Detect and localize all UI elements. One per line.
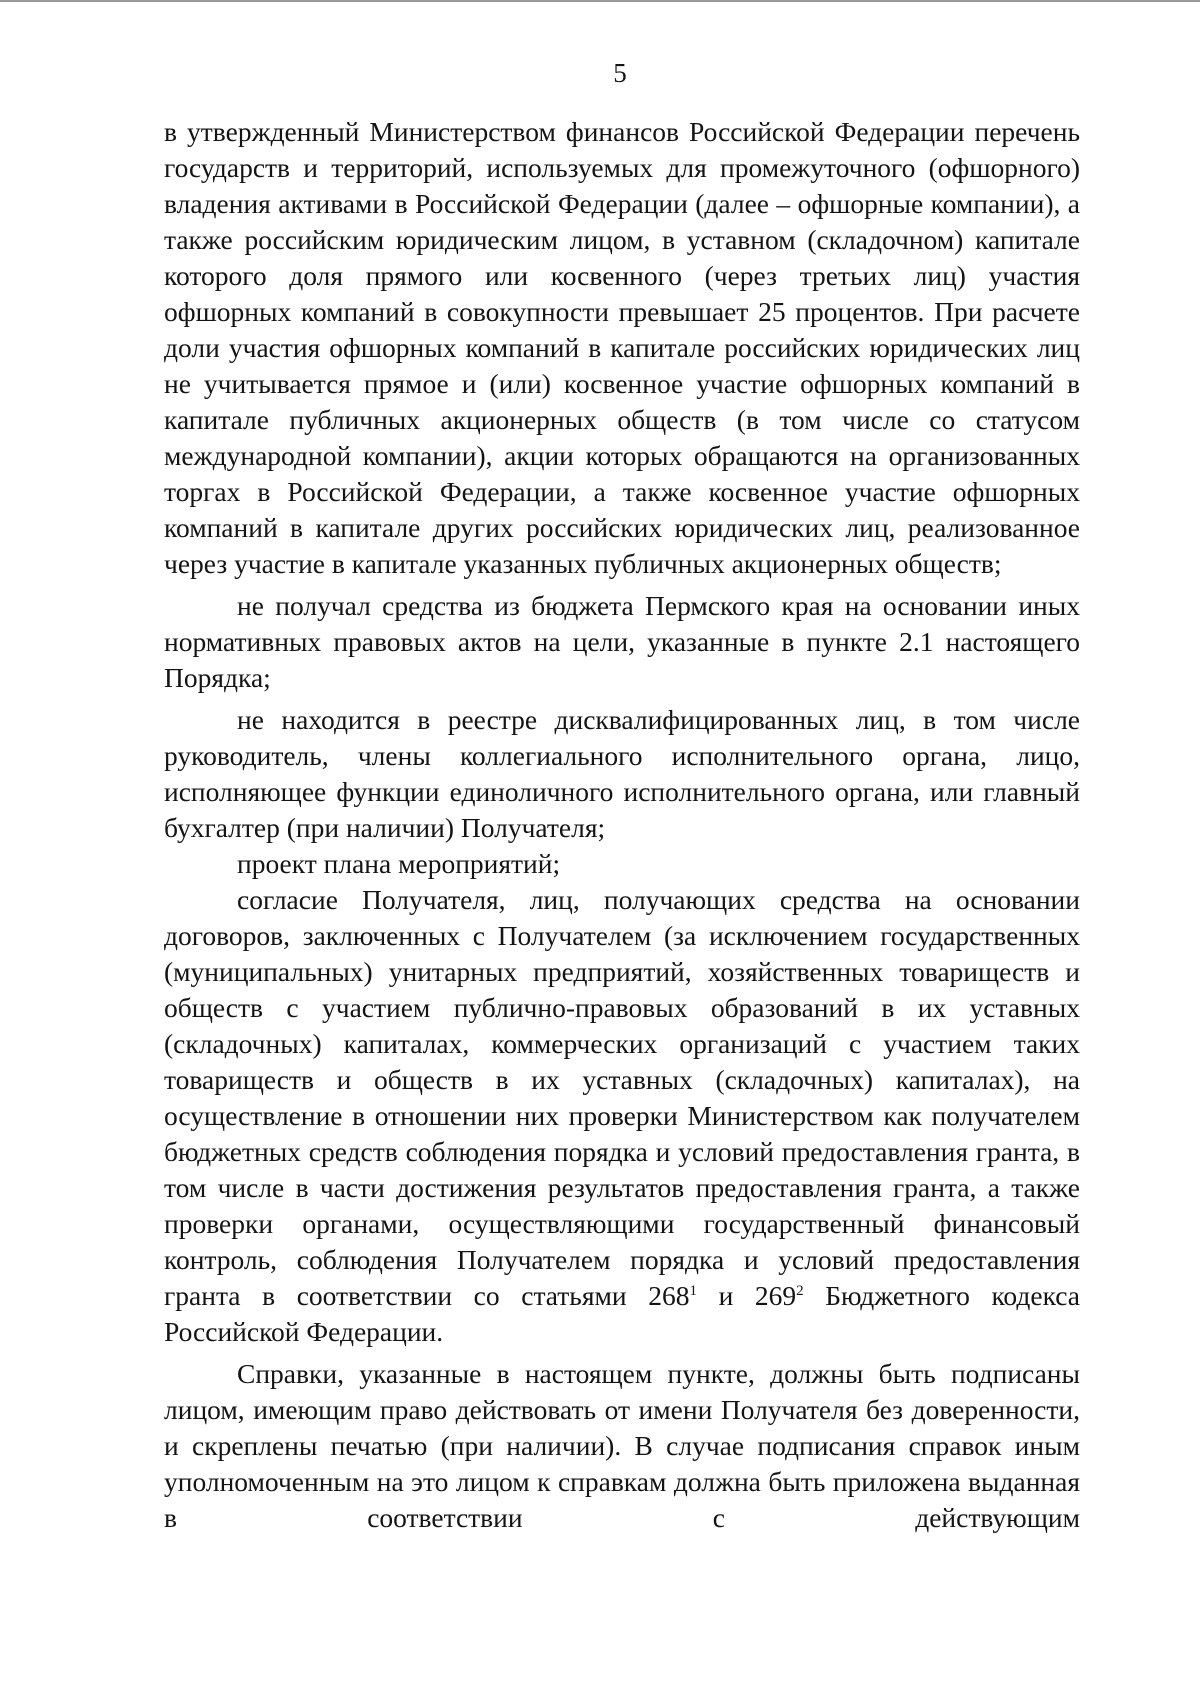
paragraph-no-budget-funds: не получал средства из бюджета Пермского края на основании иных нормативных правовых актов на цели, указанные в пункте 2.1 настоящего Порядка;	[164, 590, 1080, 693]
document-body	[164, 114, 1080, 1536]
paragraph-offshore: в утвержденный Министерством финансов Российской Федерации перечень государств и территорий, используемых для промежуточного (офшорного) владения активами в Российской Федерации (далее – офшорные компании), а также российским юридическим лицом, в уставном (складочном) капитале которого доля прямого или косвенного (через третьих лиц) участия офшорных компаний в совокупности превышает 25 процентов. При расчете доли участия офшорных компаний в капитале российских юридических лиц не учитывается прямое и (или) косвенное участие офшорных компаний в капитале публичных акционерных обществ (в том числе со статусом международной компании), акции которых обращаются на организованных торгах в Российской Федерации, а также косвенное участие офшорных компаний в капитале других российских юридических лиц, реализованное через участие в капитале указанных публичных акционерных обществ;	[164, 116, 1080, 579]
certificates-text: Справки, указанные в настоящем пункте, должны быть подписаны лицом, имеющим право действовать от имени Получателя без доверенности, и скреплены печатью (при наличии). В случае подписания справок иным уполномоченным на это лицом к справкам должна быть приложена выданная в соответствии с действующим	[164, 1358, 1080, 1533]
scan-edge-line	[0, 0, 1200, 2]
consent-text-between: и 269	[696, 1280, 797, 1311]
consent-text-main: согласие Получателя, лиц, получающих средства на основании договоров, заключенных с Получателем (за исключением государственных (муниципальных) унитарных предприятий, хозяйственных товариществ и обществ с участием публично-правовых образований в их уставных (складочных) капиталах, коммерческих организаций с участием таких товариществ и обществ в их уставных (складочных) капиталах), на осуществление в отношении них проверки Министерством как получателем бюджетных средств соблюдения порядка и условий предоставления гранта, в том числе в части достижения результатов предоставления гранта, а также проверки органами, осуществляющими государственный финансовый контроль, соблюдения Получателем порядка и условий предоставления гранта в соответствии со статьями 268	[164, 884, 1080, 1311]
paragraph-certificates	[164, 1356, 1080, 1536]
consent-text-end: Бюджетного кодекса Российской Федерации.	[164, 1280, 1081, 1347]
paragraph-disqualified-registry: не находится в реестре дисквалифицированных лиц, в том числе руководитель, члены коллегиального исполнительного органа, лицо, исполняющее функции единоличного исполнительного органа, или главный бухгалтер (при наличии) Получателя;	[164, 704, 1080, 843]
paragraph-event-plan: проект плана мероприятий;	[237, 848, 561, 879]
footnote-superscript-1: 1	[689, 1283, 697, 1299]
page-number: 5	[613, 58, 627, 88]
footnote-superscript-2: 2	[796, 1283, 804, 1299]
paragraph-consent	[164, 882, 1080, 1350]
